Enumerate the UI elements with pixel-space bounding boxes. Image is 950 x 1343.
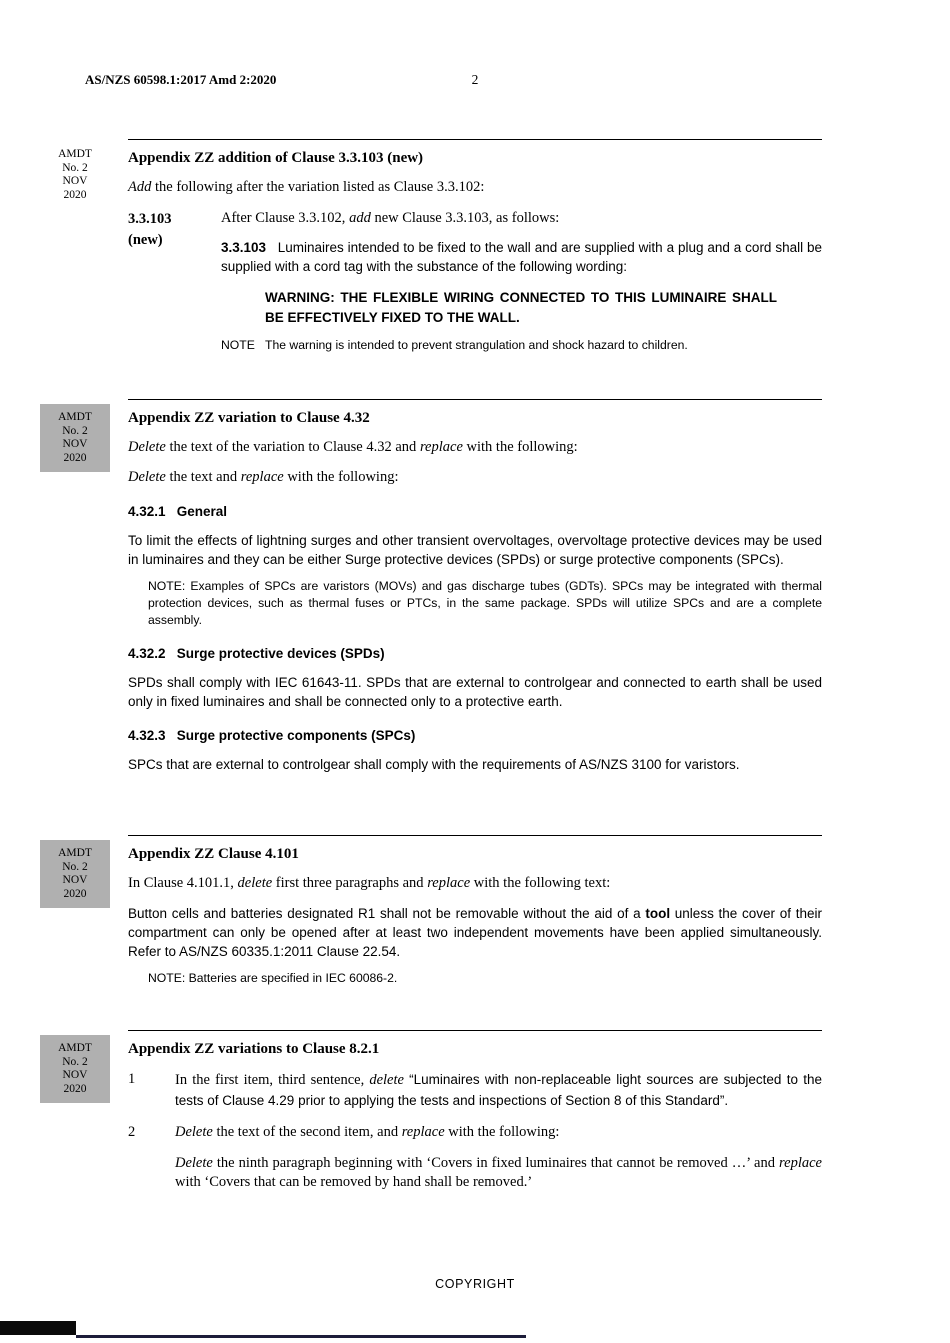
document-id: AS/NZS 60598.1:2017 Amd 2:2020 (85, 72, 277, 87)
amdt-marker-2 (40, 404, 110, 472)
amdt-marker-3 (40, 840, 110, 908)
subclause-body: SPDs shall comply with IEC 61643-11. SPDs that are external to controlgear and connected to earth shall be used only in fixed luminaires and shall be connected only to a protective earth. (128, 675, 822, 709)
note-text: NOTE The warning is intended to prevent strangulation and shock hazard to children. (221, 338, 688, 352)
subclause-heading: 4.32.2 Surge protective devices (SPDs) (128, 646, 385, 661)
amdt-marker-1 (40, 141, 110, 209)
item-text: In the first item, third sentence, delete “Luminaires with non-replaceable light sources are subjected to the tests of Clause 4.29 prior to applying the tests and inspections of Section 8 of this Standard”. (175, 1072, 822, 1108)
clause-block (128, 209, 822, 354)
amendment-instruction: Add the following after the variation listed as Clause 3.3.102: (128, 179, 485, 195)
scan-artifact-bar (0, 1321, 76, 1335)
section-heading: Appendix ZZ variations to Clause 8.2.1 (128, 1041, 380, 1057)
amdt-line: AMDT (58, 148, 92, 160)
subclause-body: To limit the effects of lightning surges and other transient overvoltages, overvoltage protective devices may be used in luminaires and they can be either Surge protective devices (SPDs) or surge protective components (SPCs). (128, 533, 822, 567)
section-appendix-zz-4-32 (128, 399, 822, 774)
amdt-line: 2020 (63, 887, 87, 900)
clause-new-tag: (new) (128, 232, 163, 248)
amdt-line: No. 2 (62, 161, 88, 174)
amdt-line: AMDT (58, 1042, 92, 1054)
scan-artifact-line (76, 1335, 526, 1338)
section-appendix-zz-4-101 (128, 835, 822, 987)
subclause-heading: 4.32.3 Surge protective components (SPCs) (128, 728, 416, 743)
amdt-marker-4 (40, 1035, 110, 1103)
amdt-line: No. 2 (62, 1055, 88, 1068)
amdt-line: NOV (62, 438, 88, 450)
amdt-line: 2020 (63, 451, 87, 464)
warning-text: WARNING: THE FLEXIBLE WIRING CONNECTED TO THIS LUMINAIRE SHALL BE EFFECTIVELY FIXED TO THE WALL. (265, 290, 777, 325)
note-text: NOTE: Batteries are specified in IEC 60086-2. (148, 971, 398, 985)
section-heading: Appendix ZZ variation to Clause 4.32 (128, 410, 370, 426)
numbered-item-2 (128, 1123, 822, 1143)
clause-label (128, 209, 221, 354)
amdt-line: AMDT (58, 847, 92, 859)
item-number: 1 (128, 1071, 136, 1087)
amdt-line: No. 2 (62, 860, 88, 873)
amdt-line: NOV (62, 1069, 88, 1081)
section-heading: Appendix ZZ addition of Clause 3.3.103 (new) (128, 150, 424, 166)
subclause-body: SPCs that are external to controlgear shall comply with the requirements of AS/NZS 3100 for varistors. (128, 757, 740, 772)
numbered-item-1 (128, 1070, 822, 1111)
clause-body: Button cells and batteries designated R1 shall not be removable without the aid of a tool unless the cover of their compartment can only be opened after at least two independent movements have been applied simultaneously. Refer to AS/NZS 60335.1:2011 Clause 22.54. (128, 906, 822, 959)
item-sub-paragraph: Delete the ninth paragraph beginning with ‘Covers in fixed luminaires that cannot be removed …’ and replace with ‘Covers that can be removed by hand shall be removed.’ (175, 1154, 822, 1190)
amdt-line: NOV (62, 874, 88, 886)
amendment-instruction: In Clause 4.101.1, delete first three paragraphs and replace with the following text: (128, 875, 611, 891)
section-heading: Appendix ZZ Clause 4.101 (128, 846, 299, 862)
item-text: Delete the text of the second item, and replace with the following: (175, 1124, 560, 1140)
clause-body: 3.3.103 Luminaires intended to be fixed to the wall and are supplied with a plug and a cord shall be supplied with a cord tag with the substance of the following wording: (221, 240, 822, 274)
item-number: 2 (128, 1124, 136, 1140)
amdt-line: AMDT (58, 411, 92, 423)
subclause-heading: 4.32.1 General (128, 504, 228, 519)
page-number: 2 (471, 72, 479, 87)
amendment-instruction: Delete the text of the variation to Clause 4.32 and replace with the following: (128, 439, 578, 455)
section-appendix-zz-3-3-103 (128, 139, 822, 354)
footer-copyright: COPYRIGHT (435, 1277, 515, 1291)
amdt-line: 2020 (63, 1082, 87, 1095)
amdt-line: No. 2 (62, 424, 88, 437)
clause-content (221, 209, 822, 354)
section-appendix-zz-8-2-1 (128, 1030, 822, 1193)
amdt-line: 2020 (63, 188, 87, 201)
note-text: NOTE: Examples of SPCs are varistors (MOVs) and gas discharge tubes (GDTs). SPCs may be integrated with thermal protection devices, such as thermal fuses or PTCs, in the same package. SPDs will utilize SPCs and are a complete assembly. (148, 579, 822, 627)
amendment-instruction: Delete the text and replace with the following: (128, 469, 399, 485)
clause-instruction: After Clause 3.3.102, add new Clause 3.3.103, as follows: (221, 210, 560, 226)
clause-number: 3.3.103 (128, 211, 172, 227)
amdt-line: NOV (62, 175, 88, 187)
